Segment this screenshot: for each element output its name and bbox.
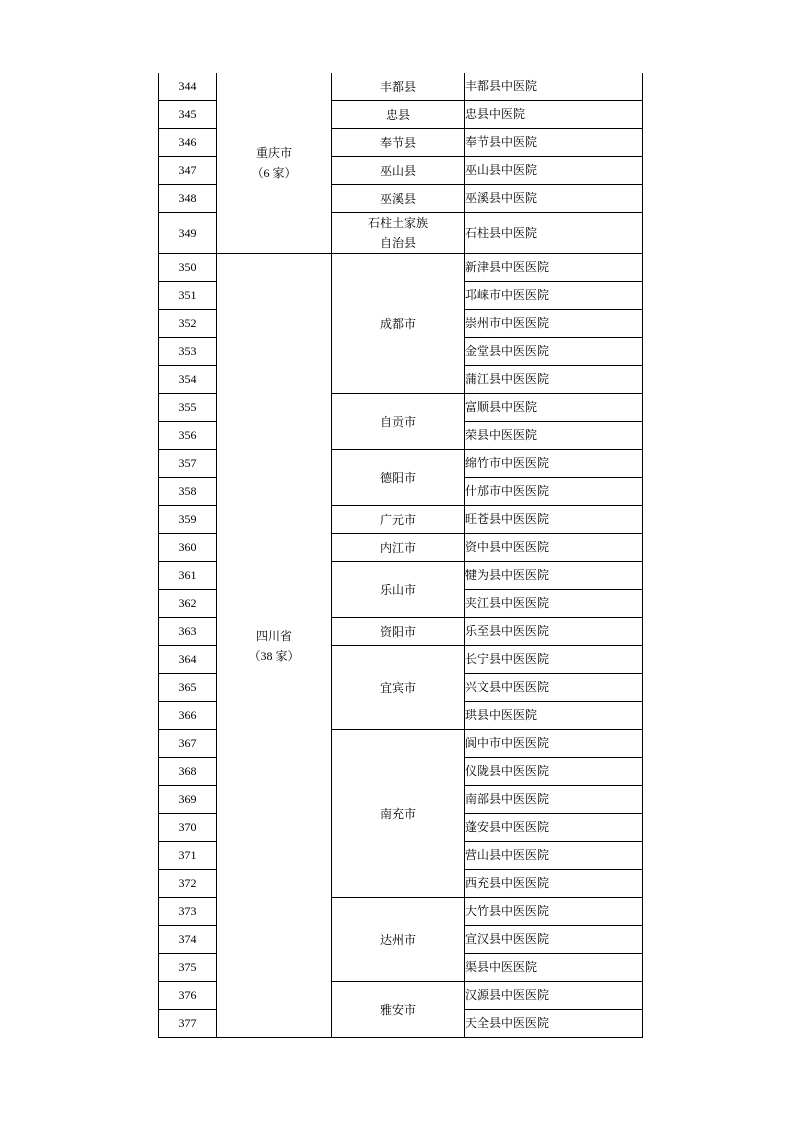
- hospital-name-cell: 新津县中医医院: [465, 254, 643, 282]
- city-label-line: 奉节县: [379, 135, 416, 150]
- city-label-line: 广元市: [379, 512, 416, 527]
- row-number-cell: 371: [159, 842, 217, 870]
- row-number-cell: 377: [159, 1010, 217, 1038]
- row-number-cell: 344: [159, 73, 217, 101]
- city-label-line: 宜宾市: [379, 680, 416, 695]
- row-number-cell: 366: [159, 702, 217, 730]
- hospital-name-cell: 巫溪县中医院: [465, 185, 643, 213]
- hospital-name-cell: 奉节县中医院: [465, 129, 643, 157]
- row-number-cell: 373: [159, 898, 217, 926]
- city-label-line: 成都市: [379, 316, 416, 331]
- row-number-cell: 346: [159, 129, 217, 157]
- city-label-line: 内江市: [379, 540, 416, 555]
- city-cell: [332, 394, 465, 450]
- hospital-name-cell: 忠县中医院: [465, 101, 643, 129]
- row-number-cell: 355: [159, 394, 217, 422]
- hospital-name-cell: 巫山县中医院: [465, 157, 643, 185]
- hospital-name-cell: 金堂县中医医院: [465, 338, 643, 366]
- city-cell: [332, 129, 465, 157]
- city-cell: [332, 562, 465, 618]
- hospital-name-cell: 资中县中医医院: [465, 534, 643, 562]
- hospital-name-cell: 乐至县中医医院: [465, 618, 643, 646]
- row-number-cell: 347: [159, 157, 217, 185]
- hospital-name-cell: 蓬安县中医医院: [465, 814, 643, 842]
- row-number-cell: 352: [159, 310, 217, 338]
- hospital-name-cell: 夹江县中医医院: [465, 590, 643, 618]
- city-cell: [332, 213, 465, 254]
- hospital-name-cell: 蒲江县中医医院: [465, 366, 643, 394]
- city-cell: [332, 157, 465, 185]
- row-number-cell: 348: [159, 185, 217, 213]
- hospital-name-cell: 荣县中医医院: [465, 422, 643, 450]
- region-label-line: （6 家）: [251, 166, 297, 180]
- row-number-cell: 350: [159, 254, 217, 282]
- city-label-line: 雅安市: [379, 1002, 416, 1017]
- row-number-cell: 351: [159, 282, 217, 310]
- hospital-table: [158, 73, 643, 1038]
- row-number-cell: 345: [159, 101, 217, 129]
- row-number-cell: 364: [159, 646, 217, 674]
- row-number-cell: 368: [159, 758, 217, 786]
- region-cell: [217, 73, 332, 254]
- city-label-line: 巫溪县: [379, 191, 416, 206]
- hospital-name-cell: 珙县中医医院: [465, 702, 643, 730]
- row-number-cell: 372: [159, 870, 217, 898]
- row-number-cell: 360: [159, 534, 217, 562]
- city-label-line: 乐山市: [379, 582, 416, 597]
- city-cell: [332, 254, 465, 394]
- city-label-line: 德阳市: [379, 470, 416, 485]
- city-label-line: 巫山县: [379, 163, 416, 178]
- row-number-cell: 357: [159, 450, 217, 478]
- city-cell: [332, 898, 465, 982]
- city-label-line: 达州市: [379, 932, 416, 947]
- row-number-cell: 367: [159, 730, 217, 758]
- hospital-name-cell: 南部县中医医院: [465, 786, 643, 814]
- row-number-cell: 369: [159, 786, 217, 814]
- region-cell: [217, 254, 332, 1038]
- row-number-cell: 362: [159, 590, 217, 618]
- hospital-name-cell: 渠县中医医院: [465, 954, 643, 982]
- row-number-cell: 358: [159, 478, 217, 506]
- row-number-cell: 370: [159, 814, 217, 842]
- row-number-cell: 356: [159, 422, 217, 450]
- hospital-name-cell: 崇州市中医医院: [465, 310, 643, 338]
- hospital-name-cell: 西充县中医医院: [465, 870, 643, 898]
- region-label-line: （38 家）: [248, 648, 300, 663]
- hospital-name-cell: 富顺县中医院: [465, 394, 643, 422]
- region-label-line: 四川省: [255, 628, 292, 643]
- row-number-cell: 376: [159, 982, 217, 1010]
- hospital-name-cell: 犍为县中医医院: [465, 562, 643, 590]
- row-number-cell: 365: [159, 674, 217, 702]
- row-number-cell: 375: [159, 954, 217, 982]
- city-label-line: 资阳市: [379, 624, 416, 639]
- hospital-name-cell: 营山县中医医院: [465, 842, 643, 870]
- table-row: [159, 254, 643, 282]
- hospital-name-cell: 长宁县中医医院: [465, 646, 643, 674]
- city-cell: [332, 646, 465, 730]
- hospital-name-cell: 绵竹市中医医院: [465, 450, 643, 478]
- city-label-line: 丰都县: [379, 79, 416, 94]
- city-label-line: 自治县: [379, 236, 416, 250]
- row-number-cell: 349: [159, 213, 217, 254]
- row-number-cell: 359: [159, 506, 217, 534]
- hospital-name-cell: 天全县中医医院: [465, 1010, 643, 1038]
- city-label-line: 自贡市: [379, 414, 416, 429]
- city-label-line: 南充市: [379, 806, 416, 821]
- city-cell: [332, 101, 465, 129]
- city-cell: [332, 534, 465, 562]
- city-cell: [332, 618, 465, 646]
- city-cell: [332, 185, 465, 213]
- city-cell: [332, 73, 465, 101]
- hospital-name-cell: 汉源县中医医院: [465, 982, 643, 1010]
- hospital-name-cell: 阆中市中医医院: [465, 730, 643, 758]
- table-row: [159, 73, 643, 101]
- city-cell: [332, 730, 465, 898]
- hospital-name-cell: 大竹县中医医院: [465, 898, 643, 926]
- row-number-cell: 374: [159, 926, 217, 954]
- row-number-cell: 361: [159, 562, 217, 590]
- city-cell: [332, 506, 465, 534]
- hospital-name-cell: 旺苍县中医医院: [465, 506, 643, 534]
- row-number-cell: 353: [159, 338, 217, 366]
- city-label-line: 忠县: [385, 107, 410, 122]
- region-label-line: 重庆市: [255, 146, 292, 160]
- hospital-table-body: [159, 73, 643, 1038]
- hospital-name-cell: 宣汉县中医医院: [465, 926, 643, 954]
- hospital-name-cell: 石柱县中医院: [465, 213, 643, 254]
- hospital-name-cell: 兴文县中医医院: [465, 674, 643, 702]
- hospital-name-cell: 什邡市中医医院: [465, 478, 643, 506]
- row-number-cell: 354: [159, 366, 217, 394]
- hospital-name-cell: 邛崃市中医医院: [465, 282, 643, 310]
- city-cell: [332, 450, 465, 506]
- hospital-name-cell: 丰都县中医院: [465, 73, 643, 101]
- city-label-line: 石柱土家族: [367, 216, 428, 230]
- hospital-name-cell: 仪陇县中医医院: [465, 758, 643, 786]
- city-cell: [332, 982, 465, 1038]
- row-number-cell: 363: [159, 618, 217, 646]
